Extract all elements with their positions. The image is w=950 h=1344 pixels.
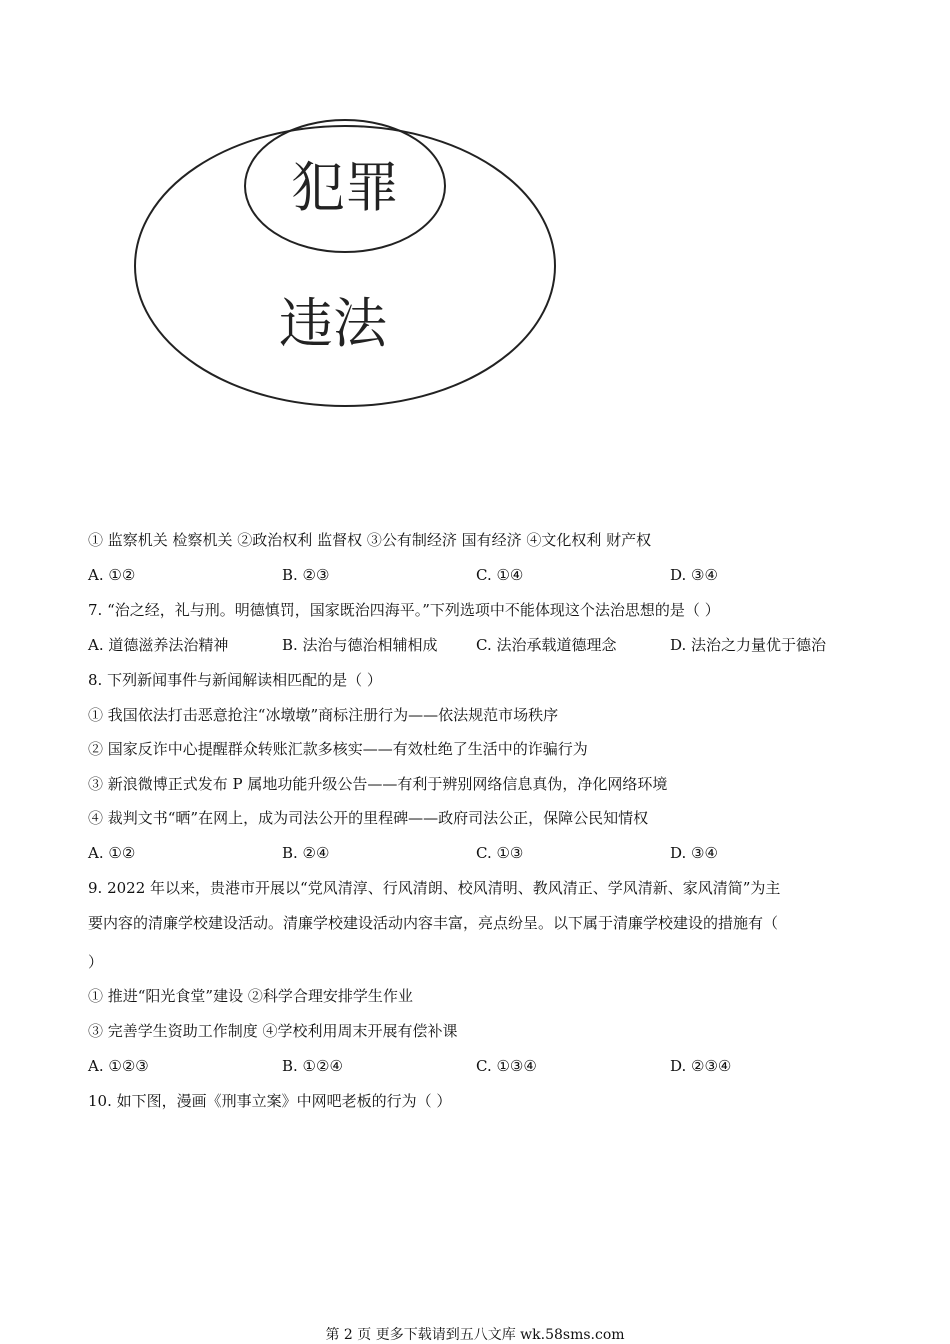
q9-item-2: ③ 完善学生资助工作制度 ④学校利用周末开展有偿补课 xyxy=(88,1022,458,1040)
q9-option-b[interactable]: B. ①②④ xyxy=(282,1057,343,1075)
q6-statements: ① 监察机关 检察机关 ②政治权利 监督权 ③公有制经济 国有经济 ④文化权利 财产权 xyxy=(88,531,652,549)
q8-option-a[interactable]: A. ①② xyxy=(88,844,136,862)
q8-option-b[interactable]: B. ②④ xyxy=(282,844,330,862)
q8-item-1: ① 我国依法打击恶意抢注“冰墩墩”商标注册行为——依法规范市场秩序 xyxy=(88,706,559,724)
q7-option-b[interactable]: B. 法治与德治相辅相成 xyxy=(282,636,438,654)
q8-stem: 8. 下列新闻事件与新闻解读相匹配的是（ ） xyxy=(88,671,382,689)
inner-label: 犯罪 xyxy=(291,156,399,219)
q7-option-a[interactable]: A. 道德滋养法治精神 xyxy=(88,636,229,654)
q6-option-a[interactable]: A. ①② xyxy=(88,566,136,584)
q7-stem: 7. “治之经，礼与刑。明德慎罚，国家既治四海平。”下列选项中不能体现这个法治思想的是（ ） xyxy=(88,601,720,619)
q6-option-d[interactable]: D. ③④ xyxy=(670,566,718,584)
q8-item-3: ③ 新浪微博正式发布 P 属地功能升级公告——有利于辨别网络信息真伪，净化网络环境 xyxy=(88,775,668,793)
q8-option-c[interactable]: C. ①③ xyxy=(476,844,524,862)
q6-option-c[interactable]: C. ①④ xyxy=(476,566,524,584)
q9-option-a[interactable]: A. ①②③ xyxy=(88,1057,149,1075)
q8-item-4: ④ 裁判文书“晒”在网上，成为司法公开的里程碑——政府司法公正，保障公民知情权 xyxy=(88,809,649,827)
page-footer: 第 2 页 更多下载请到五八文库 wk.58sms.com xyxy=(325,1327,625,1343)
q9-option-c[interactable]: C. ①③④ xyxy=(476,1057,537,1075)
q10-stem: 10. 如下图，漫画《刑事立案》中网吧老板的行为（ ） xyxy=(88,1092,452,1110)
q8-item-2: ② 国家反诈中心提醒群众转账汇款多核实——有效杜绝了生活中的诈骗行为 xyxy=(88,740,588,758)
q6-option-b[interactable]: B. ②③ xyxy=(282,566,330,584)
outer-label: 违法 xyxy=(279,292,387,355)
q9-stem-line-1: 9. 2022 年以来，贵港市开展以“党风清淳、行风清朗、校风清明、教风清正、学风清新、家风清简”为主 xyxy=(88,879,781,897)
crime-illegal-venn-diagram xyxy=(130,110,570,410)
q7-option-d[interactable]: D. 法治之力量优于德治 xyxy=(670,636,827,654)
q8-option-d[interactable]: D. ③④ xyxy=(670,844,718,862)
q9-item-1: ① 推进“阳光食堂”建设 ②科学合理安排学生作业 xyxy=(88,987,413,1005)
q9-stem-line-3: ） xyxy=(88,953,104,971)
q7-option-c[interactable]: C. 法治承载道德理念 xyxy=(476,636,617,654)
q9-option-d[interactable]: D. ②③④ xyxy=(670,1057,732,1075)
q9-stem-line-2: 要内容的清廉学校建设活动。清廉学校建设活动内容丰富，亮点纷呈。以下属于清廉学校建设的措施有（ xyxy=(88,914,779,932)
